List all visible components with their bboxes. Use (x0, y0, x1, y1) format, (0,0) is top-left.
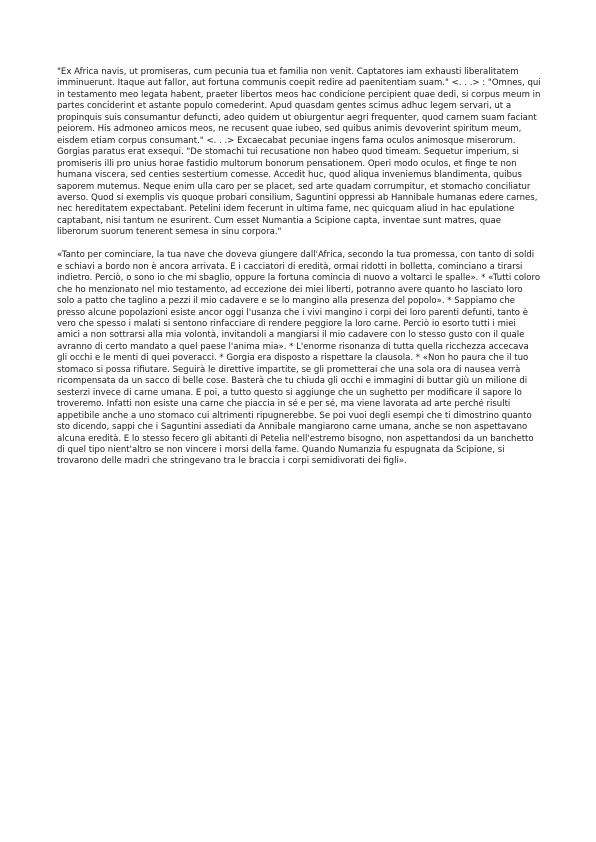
italian-paragraph: «Tanto per cominciare, la tua nave che doveva giungere dall'Africa, secondo la tua promessa, con tanto di soldi e schiavi a bordo non è ancora arrivata. E i cacciatori di eredità, ormai ridotti in bolletta, cominciano a tirarsi indietro. Perciò, o sono io che mi sbaglio, oppure la fortuna comincia di nuovo a voltarci le spalle». * «Tutti coloro che ho menzionato nel mio testamento, ad eccezione dei miei liberti, potranno avere quanto ho lasciato loro solo a patto che taglino a pezzi il mio cadavere e se lo mangino alla presenza del popolo». * Sappiamo che presso alcune popolazioni esiste ancor oggi l'usanza che i vivi mangino i corpi dei loro parenti defunti, tanto è vero che spesso i malati si sentono rinfacciare di rendere peggiore la loro carne. Perciò io esorto tutti i miei amici a non sottrarsi alla mia volontà, invitandoli a mangiarsi il mio cadavere con lo stesso gusto con il quale avranno di certo mandato a quel paese l'anima mia». * L'enorme risonanza di tutta quella ricchezza accecava gli occhi e le menti di quei poveracci. * Gorgia era disposto a rispettare la clausola. * «Non ho paura che il tuo stomaco si possa rifiutare. Seguirà le direttive impartite, se gli prometterai che una sola ora di nausea verrà ricompensata da un sacco di belle cose. Basterà che tu chiuda gli occhi e immagini di buttar giù un milione di sesterzi invece di carne umana. E poi, a tutto questo si aggiunge che un sughetto per modificare il sapore lo troveremo. Infatti non esiste una carne che piaccia in sé e per sé, ma viene lavorata ad arte perché risulti appetibile anche a uno stomaco cui altrimenti ripugnerebbe. Se poi vuoi degli esempi che ti dimostrino quanto sto dicendo, sappi che i Saguntini assediati da Annibale mangiarono carne umana, anche se non aspettavano alcuna eredità. E lo stesso fecero gli abitanti di Petelia nell'estremo bisogno, non aspettandosi da un banchetto di quel tipo nient'altro se non vincere i morsi della fame. Quando Numanzia fu espugnata da Scipione, si trovarono delle madri che stringevano tra le braccia i corpi semidivorati dei figli». (57, 250, 541, 467)
document-body (57, 67, 541, 468)
latin-paragraph: "Ex Africa navis, ut promiseras, cum pecunia tua et familia non venit. Captatores iam exhausti liberalitatem imminuerunt. Itaque aut fallor, aut fortuna communis coepit redire ad paenitentiam suam." <. . .> : "Omnes, qui in testamento meo legata habent, praeter libertos meos hac condicione percipient quae dedi, si corpus meum in partes conciderint et astante populo comederint. Apud quasdam gentes scimus adhuc legem servari, ut a propinquis suis consumantur defuncti, adeo quidem ut obiurgentur aegri frequenter, quod carnem suam faciant peiorem. His admoneo amicos meos, ne recusent quae iubeo, sed quibus animis devoverint spiritum meum, eisdem etiam corpus consumant." <. . .> Excaecabat pecuniae ingens fama oculos animosque miserorum. Gorgias paratus erat exsequi. "De stomachi tui recusatione non habeo quod timeam. Sequetur imperium, si promiseris illi pro unius horae fastidio multorum bonorum pensationem. Operi modo oculos, et finge te non humana viscera, sed centies sestertium comesse. Accedit huc, quod aliqua inveniemus blandimenta, quibus saporem mutemus. Neque enim ulla caro per se placet, sed arte quadam corrumpitur, et stomacho conciliatur averso. Quod si exemplis vis quoque probari consilium, Saguntini oppressi ab Hannibale humanas edere carnes, nec hereditatem expectabant. Petelini idem fecerunt in ultima fame, nec quicquam aliud in hac epulatione captabant, nisi tantum ne esurirent. Cum esset Numantia a Scipione capta, inventae sunt matres, quae liberorum suorum tenerent semesa in sinu corpora." (57, 67, 541, 238)
